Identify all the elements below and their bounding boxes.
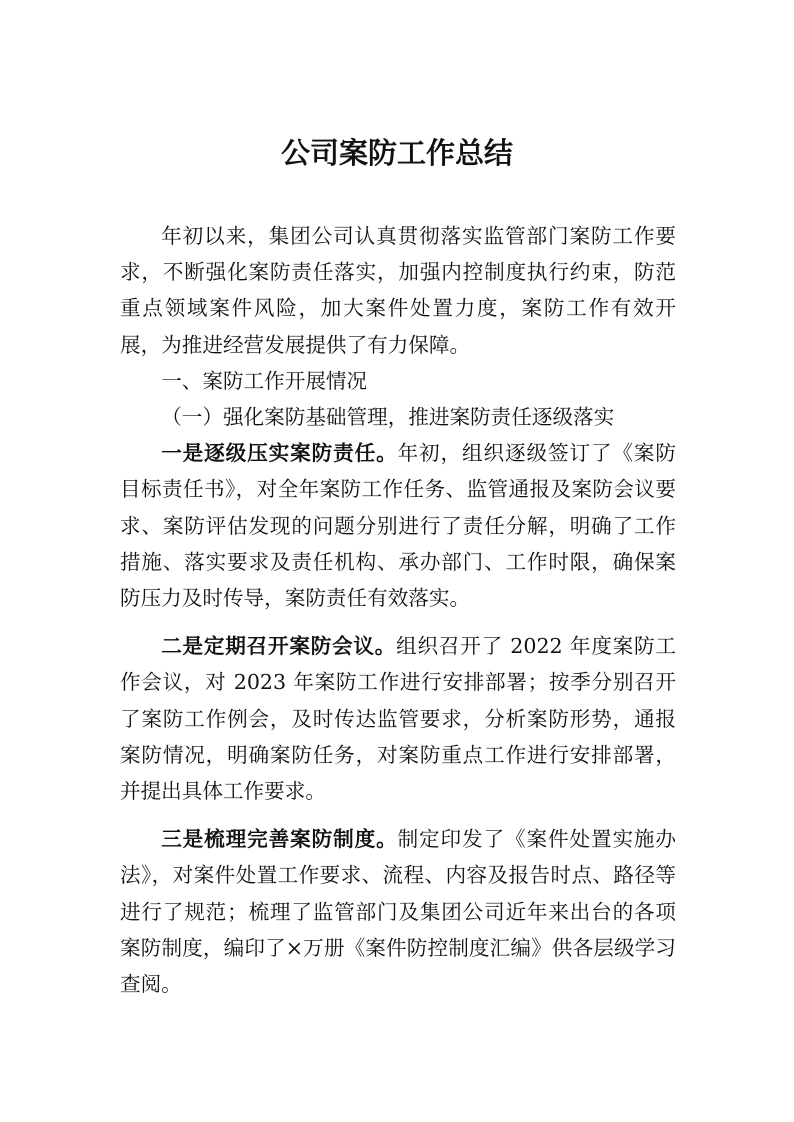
section-heading: 一、案防工作开展情况 (161, 368, 368, 393)
subsection-heading: （一）强化案防基础管理，推进案防责任逐级落实 (161, 405, 615, 430)
item-text-2: 组织召开了 2022 年度案防工作会议，对 2023 年案防工作进行安排部署；按季分别召开了案防工作例会，及时传达监管要求，分析案防形势，通报案防情况，明确案防任务，对案防重点工作进行安排部署，并提出具体工作要求。 (120, 634, 676, 804)
item-lead-2: 二是定期召开案防会议。 (161, 634, 397, 659)
item-paragraph-1 (120, 435, 676, 616)
item-lead-1: 一是逐级压实案防责任。 (161, 441, 398, 466)
intro-paragraph: 年初以来，集团公司认真贯彻落实监管部门案防工作要求，不断强化案防责任落实，加强内控制度执行约束，防范重点领域案件风险，加大案件处置力度，案防工作有效开展，为推进经营发展提供了有力保障。 (120, 224, 676, 357)
item-text-1: 年初，组织逐级签订了《案防目标责任书》，对全年案防工作任务、监管通报及案防会议要求、案防评估发现的问题分别进行了责任分解，明确了工作措施、落实要求及责任机构、承办部门、工作时限，确保案防压力及时传导，案防责任有效落实。 (120, 441, 677, 611)
document-title: 公司案防工作总结 (280, 136, 513, 170)
item-text-3: 制定印发了《案件处置实施办法》，对案件处置工作要求、流程、内容及报告时点、路径等进行了规范；梳理了监管部门及集团公司近年来出台的各项案防制度，编印了×万册《案件防控制度汇编》供各层级学习查阅。 (120, 827, 677, 997)
item-paragraph-2 (120, 628, 676, 809)
item-paragraph-3 (120, 821, 676, 1002)
document-body (120, 218, 676, 1002)
item-lead-3: 三是梳理完善案防制度。 (161, 827, 398, 852)
